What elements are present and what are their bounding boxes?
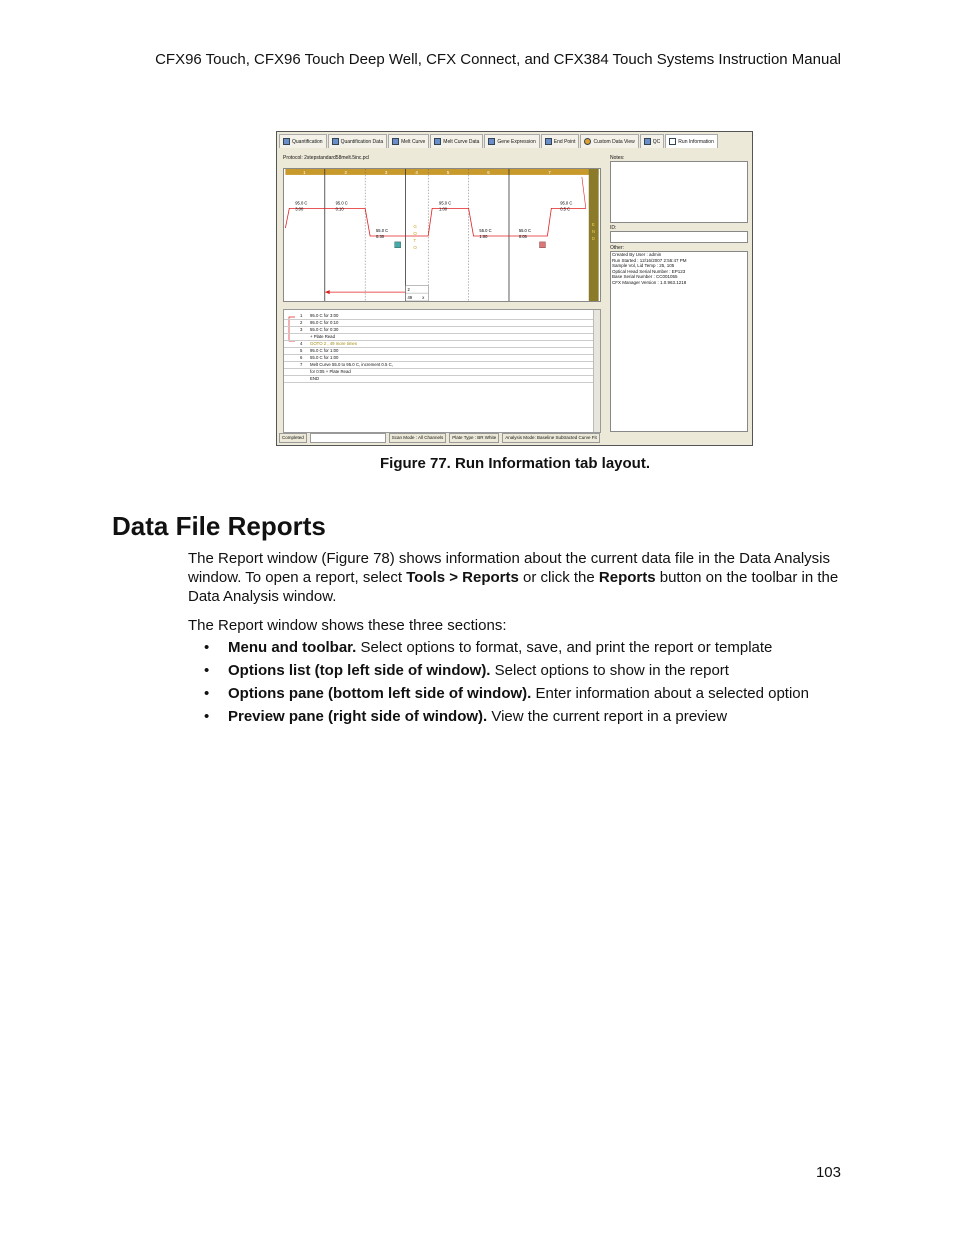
- protocol-row: 1 95.0 C for 3:00: [284, 312, 600, 320]
- run-info-line: Run Started : 12/16/2007 2:55:47 PM: [612, 257, 687, 263]
- step-number: 3: [384, 169, 388, 175]
- bullet-glyph: •: [204, 708, 210, 725]
- step3-time: 0:30: [376, 233, 385, 239]
- qc-icon: [644, 138, 651, 145]
- goto-repeat-count: 49: [407, 295, 413, 301]
- step-number: 6: [487, 169, 490, 175]
- temperature-profile-line: [285, 208, 585, 236]
- step-header-bar: [285, 169, 598, 175]
- tab-melt-curve[interactable]: Melt Curve: [388, 134, 429, 148]
- step2-temp: 95.0 C: [335, 200, 348, 206]
- table-icon: [332, 138, 339, 145]
- goto-letter: T: [413, 237, 417, 243]
- step1-time: 3:00: [295, 206, 304, 212]
- list-item: • Options pane (bottom left side of window). Enter information about a selected option: [204, 685, 809, 702]
- status-analysis-mode: Analysis Mode: Baseline Subtracted Curve Fit: [502, 433, 600, 443]
- run-info-line: Base Serial Number : CC001055: [612, 274, 678, 279]
- run-info-line: Created By User : admin: [612, 252, 662, 257]
- step-number: 5: [446, 169, 450, 175]
- gear-icon: [584, 138, 591, 145]
- protocol-row: 4 GOTO 2 , 49 more times: [284, 340, 600, 348]
- tab-run-information[interactable]: Run Information: [665, 134, 718, 148]
- section-title: Data File Reports: [112, 511, 326, 541]
- notes-label: Notes:: [610, 155, 625, 161]
- end-letter: D: [591, 235, 595, 241]
- step-number: 7: [548, 169, 551, 175]
- protocol-label: Protocol: 2stepstandard58melt.5inc.pcl: [283, 155, 370, 161]
- run-info-line: Optical Head Serial Number : EP123: [612, 268, 686, 274]
- bullet-glyph: •: [204, 685, 210, 702]
- tab-custom-data-view[interactable]: Custom Data View: [580, 134, 638, 148]
- chart-icon: [392, 138, 399, 145]
- step6-temp: 55.0 C: [479, 228, 492, 234]
- sections-intro: The Report window shows these three sections:: [188, 617, 507, 634]
- protocol-text-table: [283, 309, 601, 433]
- protocol-row: 7 Melt Curve 55.0 to 95.0 C, increment 0.5 C,: [284, 361, 600, 369]
- step7-start-time: 0:05: [518, 233, 527, 239]
- protocol-graph-svg: [284, 169, 600, 301]
- step7-end-temp: 95.0 C: [560, 200, 573, 206]
- id-label: ID:: [610, 225, 617, 231]
- step-number: 1: [303, 169, 306, 175]
- bullet-glyph: •: [204, 662, 210, 679]
- protocol-row: + Plate Read: [284, 333, 600, 341]
- end-letter: N: [591, 229, 595, 235]
- tab-qc[interactable]: QC: [640, 134, 665, 148]
- step7-increment: 0.5 C: [560, 206, 571, 212]
- run-info-side-pane: [609, 154, 750, 432]
- tab-quantification[interactable]: Quantification: [279, 134, 327, 148]
- status-bar: [279, 433, 750, 443]
- step-number: 2: [344, 169, 347, 175]
- sections-list: [204, 638, 854, 730]
- status-completed: Completed: [279, 433, 307, 443]
- step6-time: 1:00: [479, 233, 488, 239]
- list-item: • Menu and toolbar. Select options to format, save, and print the report or template: [204, 639, 773, 656]
- figure-caption: Figure 77. Run Information tab layout.: [379, 455, 650, 472]
- goto-arrow-head: [325, 290, 330, 294]
- step7-start-temp: 55.0 C: [518, 228, 531, 234]
- protocol-row: 3 55.0 C for 0:30: [284, 326, 600, 334]
- notes-textbox[interactable]: [610, 161, 748, 223]
- page-header: CFX96 Touch, CFX96 Touch Deep Well, CFX Connect, and CFX384 Touch Systems Instruction Manual: [155, 51, 841, 68]
- run-info-line: Sample Vol, Lid Temp : 25, 105: [612, 263, 675, 268]
- run-information-screenshot: [276, 131, 753, 446]
- intro-paragraph: The Report window (Figure 78) shows information about the current data file in the Data Analysis window. To open a report, select Tools > Reports or click the Reports button on the toolbar in the Data Analysis window.: [188, 550, 839, 605]
- chart-icon: [283, 138, 290, 145]
- tab-bar: [279, 134, 750, 148]
- melt-ramp-line: [582, 177, 586, 209]
- bullet-glyph: •: [204, 639, 210, 656]
- page-number: 103: [815, 1164, 841, 1181]
- table-scrollbar[interactable]: [593, 310, 600, 432]
- other-label: Other:: [610, 245, 624, 251]
- status-progress-field: [310, 433, 386, 443]
- step5-temp: 95.0 C: [439, 200, 452, 206]
- protocol-graph: [283, 168, 601, 302]
- end-letter: E: [591, 222, 595, 228]
- step2-time: 0:10: [335, 206, 344, 212]
- protocol-row: for 0:05 + Plate Read: [284, 368, 600, 376]
- run-info-line: CFX Manager Version : 1.0.963.1218: [612, 279, 687, 285]
- bar-chart-icon: [488, 138, 495, 145]
- chart-icon: [545, 138, 552, 145]
- status-plate-type: Plate Type : BR White: [449, 433, 499, 443]
- step3-temp: 55.0 C: [376, 228, 389, 234]
- goto-letter: G: [413, 224, 417, 230]
- step-number: 4: [415, 169, 418, 175]
- document-icon: [669, 138, 676, 145]
- step1-temp: 95.0 C: [295, 200, 308, 206]
- goto-target-step: 2: [407, 287, 410, 293]
- list-item: • Options list (top left side of window). Select options to show in the report: [204, 662, 729, 679]
- plate-read-camera-icon: [540, 242, 546, 248]
- id-textbox[interactable]: [610, 231, 748, 243]
- tab-melt-curve-data[interactable]: Melt Curve Data: [430, 134, 483, 148]
- list-item: • Preview pane (right side of window). View the current report in a preview: [204, 708, 728, 725]
- status-scan-mode: Scan Mode : All Channels: [389, 433, 447, 443]
- step5-time: 1:00: [439, 206, 448, 212]
- protocol-row: 6 55.0 C for 1:00: [284, 354, 600, 362]
- goto-letter: O: [413, 244, 417, 250]
- goto-letter: O: [413, 231, 417, 236]
- protocol-row: 2 95.0 C for 0:10: [284, 319, 600, 327]
- tab-quantification-data[interactable]: Quantification Data: [328, 134, 388, 148]
- tab-end-point[interactable]: End Point: [541, 134, 580, 148]
- table-icon: [434, 138, 441, 145]
- tab-gene-expression[interactable]: Gene Expression: [484, 134, 539, 148]
- protocol-row: 5 95.0 C for 1:00: [284, 347, 600, 355]
- plate-read-camera-icon: [395, 242, 401, 248]
- protocol-row: END: [284, 375, 600, 383]
- goto-times-symbol: x: [422, 295, 425, 301]
- other-info-box: [610, 251, 748, 432]
